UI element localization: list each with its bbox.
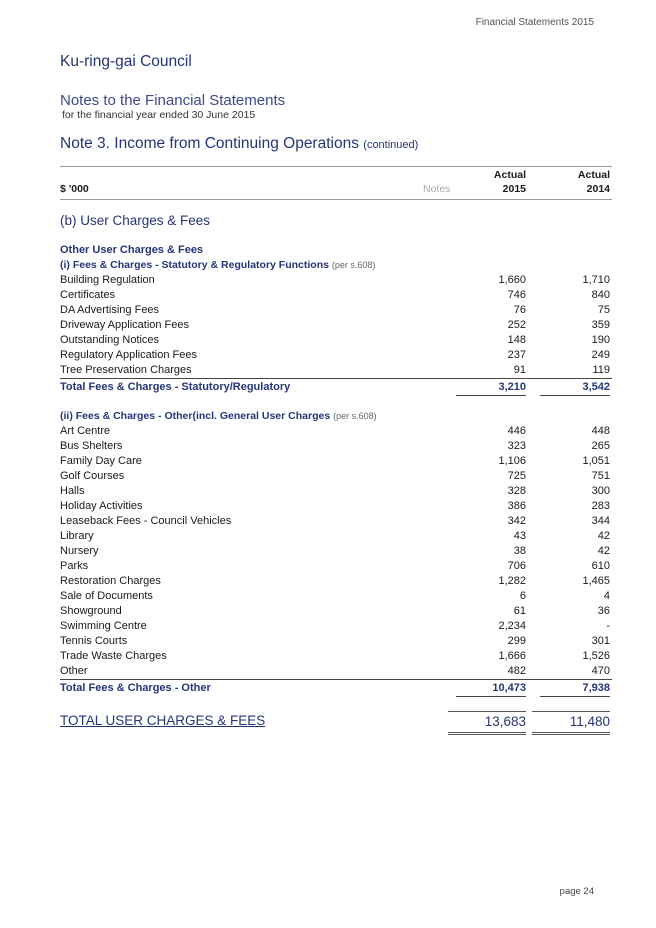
row-label: Driveway Application Fees [60, 319, 190, 331]
note-title [60, 135, 418, 153]
row-value-2014: 75 [597, 304, 610, 316]
row-label: Art Centre [60, 425, 111, 437]
table-row [60, 664, 612, 679]
row-value-2015: 237 [507, 349, 526, 361]
page-number: page 24 [559, 886, 594, 897]
council-name: Ku-ring-gai Council [60, 53, 192, 70]
row-value-2015: 61 [513, 605, 526, 617]
table-row [60, 499, 612, 514]
row-label: Leaseback Fees - Council Vehicles [60, 515, 232, 527]
row-value-2014: 359 [591, 319, 610, 331]
row-label: Nursery [60, 545, 99, 557]
row-label: Tree Preservation Charges [60, 364, 192, 376]
table-row [60, 424, 612, 439]
row-value-2014: 36 [597, 605, 610, 617]
row-label: Tennis Courts [60, 635, 128, 647]
row-label: Family Day Care [60, 455, 142, 467]
grand-total-2015: 13,683 [448, 711, 526, 735]
row-value-2014: 840 [591, 289, 610, 301]
other-user-charges-heading: Other User Charges & Fees [60, 244, 204, 256]
row-label: Parks [60, 560, 89, 572]
row-value-2014: 448 [591, 425, 610, 437]
grand-total-label: TOTAL USER CHARGES & FEES [60, 713, 266, 728]
grand-total-row [60, 711, 612, 731]
row-value-2014: 300 [591, 485, 610, 497]
income-table [60, 166, 612, 731]
row-value-2015: 1,106 [498, 455, 526, 467]
row-value-2014: 4 [603, 590, 610, 602]
row-value-2015: 725 [507, 470, 526, 482]
row-value-2014: 283 [591, 500, 610, 512]
table-row [60, 559, 612, 574]
row-label: Sale of Documents [60, 590, 153, 602]
group2-total-2015: 10,473 [456, 680, 526, 697]
group1-heading [60, 258, 612, 273]
row-label: Building Regulation [60, 274, 155, 286]
table-row [60, 363, 612, 378]
table-row [60, 589, 612, 604]
row-value-2014: 1,710 [582, 274, 610, 286]
row-value-2015: 43 [513, 530, 526, 542]
row-value-2014: 42 [597, 530, 610, 542]
row-value-2015: 328 [507, 485, 526, 497]
row-value-2014: 470 [591, 665, 610, 677]
row-value-2014: 1,051 [582, 455, 610, 467]
group2-total-label: Total Fees & Charges - Other [60, 682, 211, 694]
row-value-2015: 323 [507, 440, 526, 452]
row-value-2015: 1,660 [498, 274, 526, 286]
group2-heading-text: (ii) Fees & Charges - Other(incl. General User Charges [60, 410, 331, 422]
group2-rows [60, 424, 612, 679]
row-value-2015: 706 [507, 560, 526, 572]
row-value-2014: 265 [591, 440, 610, 452]
row-value-2014: 119 [592, 364, 610, 376]
group1-total-label: Total Fees & Charges - Statutory/Regulatory [60, 381, 291, 393]
table-row [60, 288, 612, 303]
table-row [60, 303, 612, 318]
grand-total-2014: 11,480 [532, 711, 610, 735]
table-row [60, 574, 612, 589]
row-label: Restoration Charges [60, 575, 161, 587]
document-header: Financial Statements 2015 [475, 17, 594, 28]
col-2015-top: Actual [493, 169, 526, 181]
group1-total-2014: 3,542 [540, 379, 610, 396]
row-value-2014: 1,526 [582, 650, 610, 662]
row-value-2015: 386 [507, 500, 526, 512]
row-label: DA Advertising Fees [60, 304, 160, 316]
table-row [60, 348, 612, 363]
row-value-2015: 1,666 [498, 650, 526, 662]
row-value-2015: 91 [513, 364, 526, 376]
row-value-2015: 746 [507, 289, 526, 301]
group2-heading [60, 409, 612, 424]
note-title-suffix: (continued) [363, 139, 419, 151]
table-row [60, 529, 612, 544]
notes-column-label: Notes [423, 183, 451, 195]
row-label: Halls [60, 485, 85, 497]
table-row [60, 333, 612, 348]
row-value-2014: - [606, 620, 610, 632]
group1-heading-text: (i) Fees & Charges - Statutory & Regulatory Functions [60, 259, 329, 271]
row-value-2015: 1,282 [498, 575, 526, 587]
row-value-2015: 446 [507, 425, 526, 437]
notes-subtitle: for the financial year ended 30 June 2015 [62, 109, 256, 121]
group2-total-2014: 7,938 [540, 680, 610, 697]
row-value-2015: 252 [507, 319, 526, 331]
row-value-2015: 6 [519, 590, 526, 602]
row-value-2015: 76 [513, 304, 526, 316]
table-row [60, 514, 612, 529]
row-label: Golf Courses [60, 470, 125, 482]
table-row [60, 318, 612, 333]
col-2014-year: 2014 [586, 183, 610, 195]
row-value-2014: 42 [597, 545, 610, 557]
group2-total-row [60, 679, 612, 696]
group2-heading-ref: (per s.608) [333, 411, 377, 421]
row-label: Bus Shelters [60, 440, 123, 452]
table-header [60, 166, 612, 200]
row-label: Other [60, 665, 88, 677]
table-row [60, 619, 612, 634]
col-2014-top: Actual [577, 169, 610, 181]
row-value-2014: 249 [591, 349, 610, 361]
row-label: Showground [60, 605, 122, 617]
table-row [60, 469, 612, 484]
row-value-2015: 482 [507, 665, 526, 677]
row-value-2015: 2,234 [498, 620, 526, 632]
row-label: Holiday Activities [60, 500, 143, 512]
notes-title: Notes to the Financial Statements [60, 92, 286, 109]
row-label: Regulatory Application Fees [60, 349, 197, 361]
table-row [60, 273, 612, 288]
group1-heading-ref: (per s.608) [331, 260, 376, 270]
row-value-2015: 342 [507, 515, 526, 527]
row-label: Swimming Centre [60, 620, 147, 632]
group1-total-row [60, 378, 612, 395]
row-label: Library [60, 530, 94, 542]
row-value-2014: 610 [591, 560, 610, 572]
row-value-2014: 1,465 [582, 575, 610, 587]
table-row [60, 544, 612, 559]
table-row [60, 439, 612, 454]
row-label: Trade Waste Charges [60, 650, 167, 662]
row-label: Outstanding Notices [60, 334, 160, 346]
row-value-2014: 751 [591, 470, 610, 482]
col-2015-year: 2015 [502, 183, 526, 195]
table-row [60, 649, 612, 664]
row-value-2015: 148 [507, 334, 526, 346]
row-label: Certificates [60, 289, 116, 301]
table-row [60, 484, 612, 499]
table-row [60, 454, 612, 469]
row-value-2014: 344 [591, 515, 610, 527]
row-value-2014: 301 [591, 635, 610, 647]
row-value-2015: 299 [507, 635, 526, 647]
table-row [60, 604, 612, 619]
row-value-2014: 190 [591, 334, 610, 346]
row-value-2015: 38 [513, 545, 526, 557]
group1-total-2015: 3,210 [456, 379, 526, 396]
table-row [60, 634, 612, 649]
note-title-text: Note 3. Income from Continuing Operations [60, 135, 359, 152]
unit-label: $ '000 [60, 183, 89, 195]
group1-rows [60, 273, 612, 378]
section-b-heading: (b) User Charges & Fees [60, 213, 211, 228]
